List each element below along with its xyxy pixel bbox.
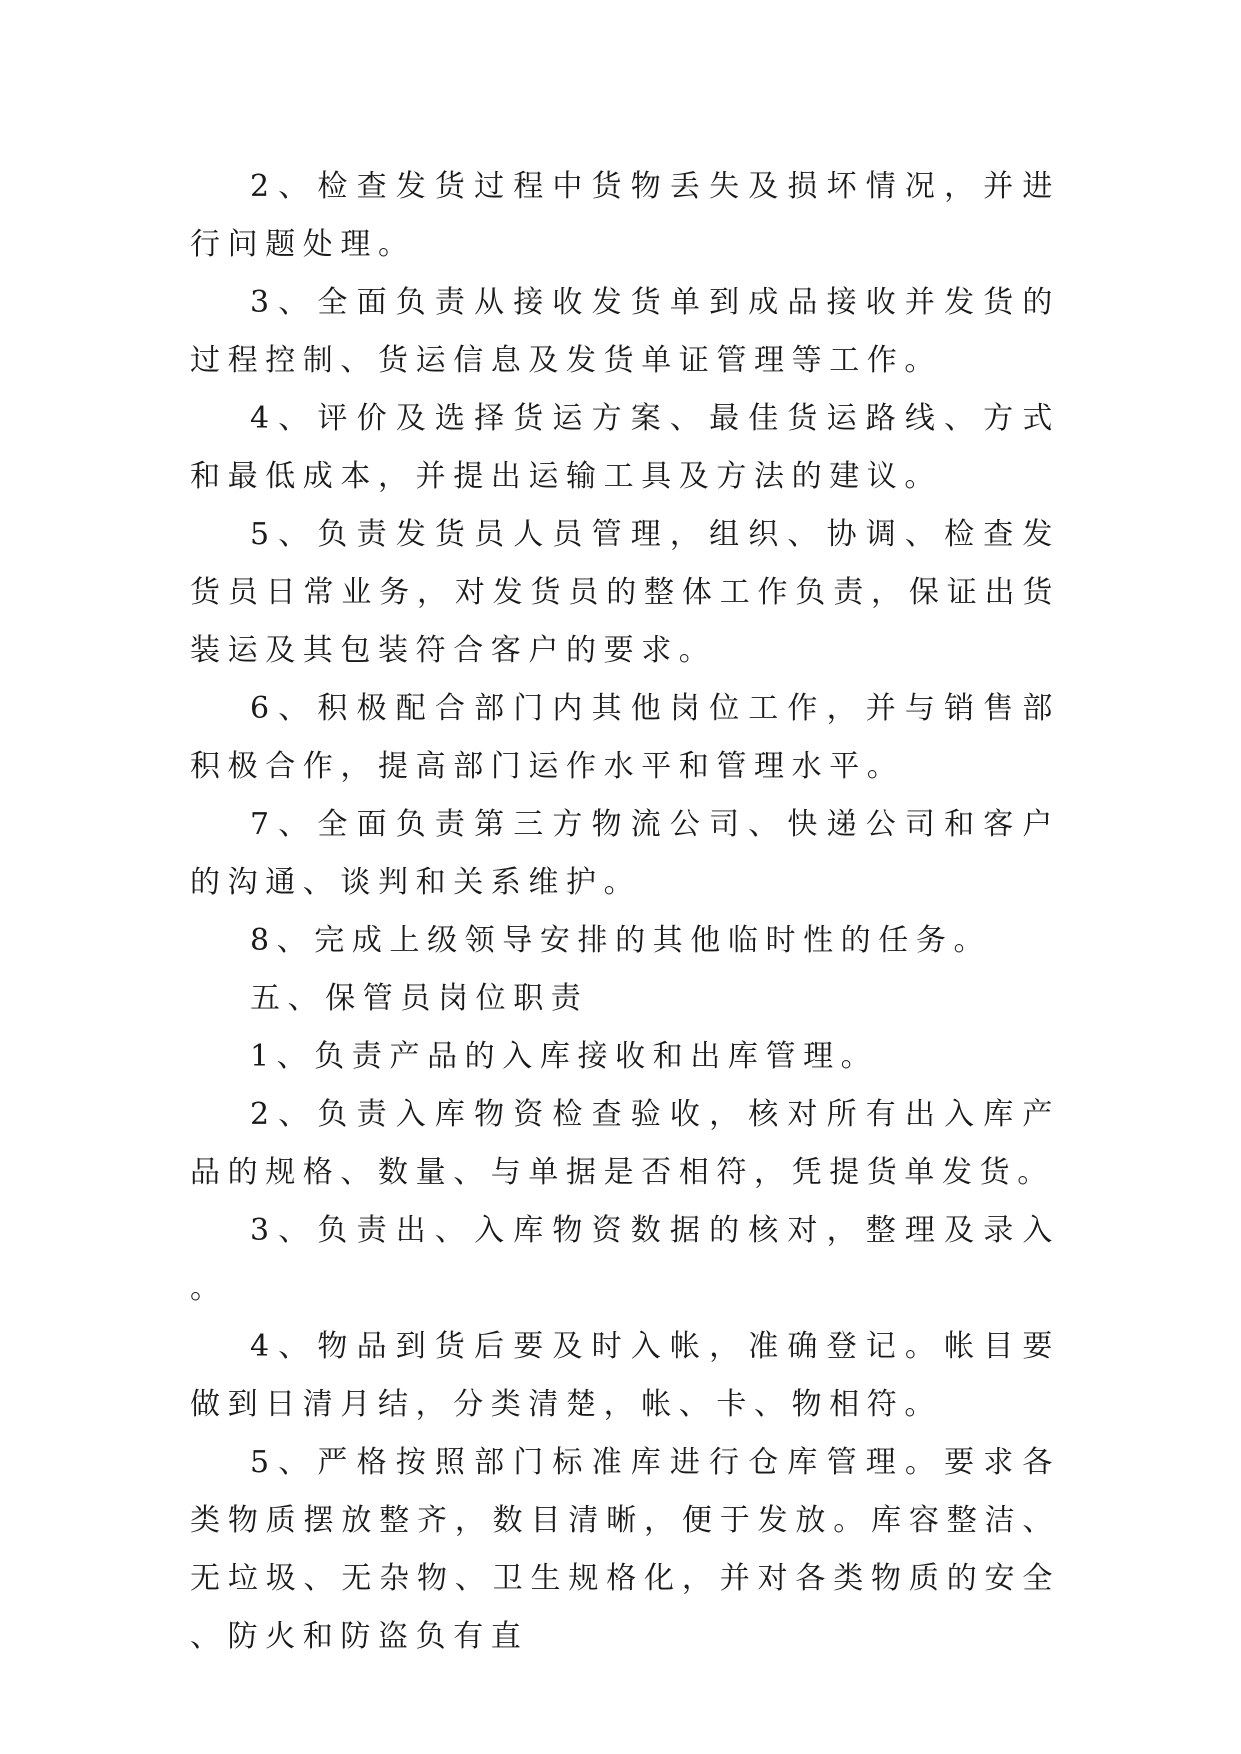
paragraph-item-2: 2、检查发货过程中货物丢失及损坏情况，并进行问题处理。 (190, 169, 1060, 262)
section-paragraph-item-1: 1、负责产品的入库接收和出库管理。 (250, 1039, 879, 1074)
section-paragraph-item-3: 3、负责出、入库物资数据的核对，整理及录入。 (190, 1213, 1060, 1306)
section-paragraph-item-2: 2、负责入库物资检查验收，核对所有出入库产品的规格、数量、与单据是否相符，凭提货单发货。 (190, 1097, 1060, 1190)
paragraph-item-7: 7、全面负责第三方物流公司、快递公司和客户的沟通、谈判和关系维护。 (190, 807, 1060, 900)
paragraph-item-4: 4、评价及选择货运方案、最佳货运路线、方式和最低成本，并提出运输工具及方法的建议。 (190, 401, 1060, 494)
paragraph-item-3: 3、全面负责从接收发货单到成品接收并发货的过程控制、货运信息及发货单证管理等工作。 (190, 285, 1060, 378)
section-paragraph-item-4: 4、物品到货后要及时入帐，准确登记。帐目要做到日清月结，分类清楚，帐、卡、物相符。 (190, 1329, 1060, 1422)
document-body (190, 158, 1060, 1666)
section-heading: 五、保管员岗位职责 (250, 981, 589, 1016)
paragraph-item-8: 8、完成上级领导安排的其他临时性的任务。 (250, 923, 992, 958)
paragraph-item-5: 5、负责发货员人员管理，组织、协调、检查发货员日常业务，对发货员的整体工作负责，保证出货装运及其包装符合客户的要求。 (190, 517, 1060, 668)
section-paragraph-item-5: 5、严格按照部门标准库进行仓库管理。要求各类物质摆放整齐，数目清晰，便于发放。库容整洁、无垃圾、无杂物、卫生规格化，并对各类物质的安全、防火和防盗负有直 (190, 1445, 1060, 1654)
paragraph-item-6: 6、积极配合部门内其他岗位工作，并与销售部积极合作，提高部门运作水平和管理水平。 (190, 691, 1060, 784)
